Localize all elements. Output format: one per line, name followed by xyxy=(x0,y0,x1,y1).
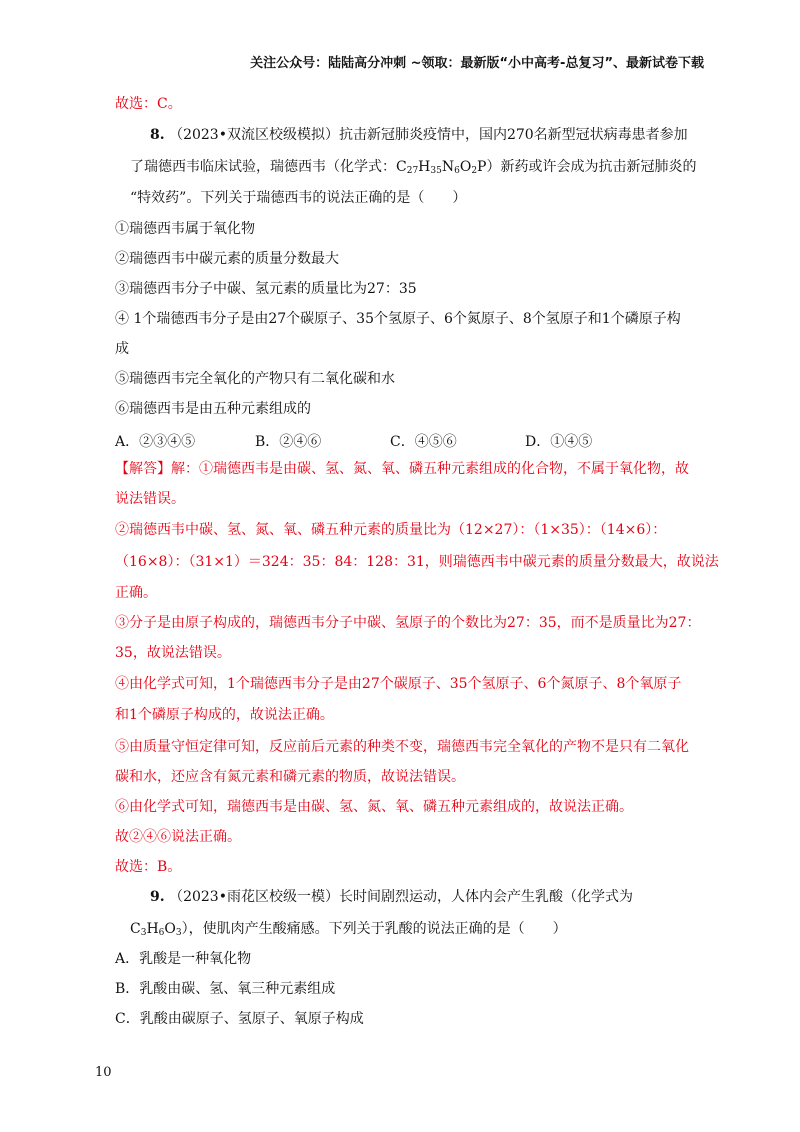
page-number: 10 xyxy=(95,1065,112,1080)
answer8-line: ⑥由化学式可知，瑞德西韦是由碳、氢、氮、氧、磷五种元素组成的，故说法正确。 xyxy=(115,799,633,815)
q9-number: 9. xyxy=(150,889,165,905)
answer8-line: 碳和水，还应含有氮元素和磷元素的物质，故说法错误。 xyxy=(115,769,465,785)
answer8-line: 和1个磷原子构成的，故说法正确。 xyxy=(115,707,334,723)
answer8-line: 故选：B。 xyxy=(115,859,182,875)
q9-option-b: B．乳酸由碳、氢、氧三种元素组成 xyxy=(115,981,336,997)
q8-number: 8. xyxy=(150,127,165,143)
q8-statement: 成 xyxy=(115,341,129,357)
page-header: 关注公众号：陆陆高分冲刺 ~领取：最新版“小中高考-总复习”、最新试卷下载 xyxy=(250,56,704,71)
q9-option-a: A．乳酸是一种氧化物 xyxy=(115,951,252,967)
q8-line-3: “特效药”。下列关于瑞德西韦的说法正确的是（ ） xyxy=(130,190,467,206)
q8-statement: ③瑞德西韦分子中碳、氢元素的质量比为27：35 xyxy=(115,281,417,297)
q8-statement: ②瑞德西韦中碳元素的质量分数最大 xyxy=(115,251,339,267)
answer8-line: ③分子是由原子构成的，瑞德西韦分子中碳、氢原子的个数比为27：35，而不是质量比为27： xyxy=(115,615,701,631)
q9-option-c: C．乳酸由碳原子、氢原子、氧原子构成 xyxy=(115,1011,364,1027)
q9-line-1 xyxy=(150,890,633,904)
q8-option-c: C．④⑤⑥ xyxy=(390,434,457,450)
answer8-line: ⑤由质量守恒定律可知，反应前后元素的种类不变，瑞德西韦完全氧化的产物不是只有二氧化 xyxy=(115,739,689,755)
q8-statement: ④ 1个瑞德西韦分子是由27个碳原子、35个氢原子、6个氮原子、8个氢原子和1个磷原子构 xyxy=(115,311,681,327)
answer8-line: 故②④⑥说法正确。 xyxy=(115,829,241,845)
answer8-line: （16×8）：（31×1）＝324：35：84：128：31，则瑞德西韦中碳元素的质量分数最大，故说法 xyxy=(115,554,719,570)
answer8-line: ④由化学式可知，1个瑞德西韦分子是由27个碳原子、35个氢原子、6个氮原子、8个氧原子 xyxy=(115,676,682,692)
q8-line-1 xyxy=(150,128,688,142)
q8-stem-1: （2023•双流区校级模拟）抗击新冠肺炎疫情中，国内270名新型冠状病毒患者参加 xyxy=(169,127,688,143)
q9-line-2: $C_3H_6O_3$），使肌肉产生酸痛感。下列关于乳酸的说法正确的是（ ） xyxy=(130,921,567,938)
answer8-line: 说法错误。 xyxy=(115,491,185,507)
answer-tag: 【解答】 xyxy=(115,461,171,477)
answer8-line: ②瑞德西韦中碳、氢、氮、氧、磷五种元素的质量比为（12×27）：（1×35）：（14×6）： xyxy=(115,522,667,538)
previous-answer: 故选：C。 xyxy=(115,96,182,112)
answer8-line: 35，故说法错误。 xyxy=(115,645,231,661)
q8-statement: ⑤瑞德西韦完全氧化的产物只有二氧化碳和水 xyxy=(115,371,395,387)
q8-option-a: A．②③④⑤ xyxy=(115,434,196,450)
q8-line-2: 了瑞德西韦临床试验，瑞德西韦（化学式：$C_{27}H_{35}N_6O_2P$）新药或许会成为抗击新冠肺炎的 xyxy=(130,159,697,176)
q8-option-d: D．①④⑤ xyxy=(525,434,593,450)
q8-statement: ⑥瑞德西韦是由五种元素组成的 xyxy=(115,401,311,417)
q8-statement: ①瑞德西韦属于氧化物 xyxy=(115,221,255,237)
q9-stem-1: （2023•雨花区校级一模）长时间剧烈运动，人体内会产生乳酸（化学式为 xyxy=(169,889,633,905)
answer8-line: 正确。 xyxy=(115,585,157,601)
q8-option-b: B．②④⑥ xyxy=(255,434,322,450)
answer8-line: 【解答】解：①瑞德西韦是由碳、氢、氮、氧、磷五种元素组成的化合物，不属于氧化物，故 xyxy=(115,461,689,477)
